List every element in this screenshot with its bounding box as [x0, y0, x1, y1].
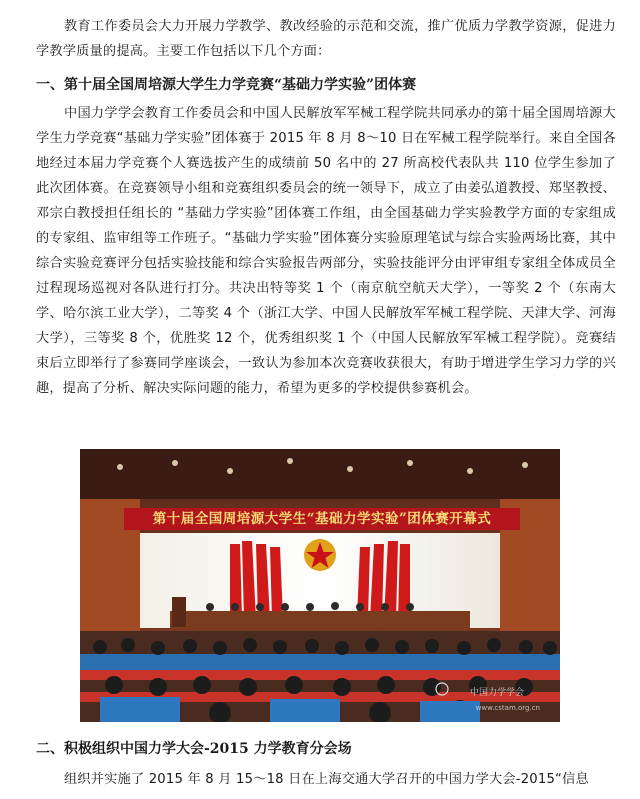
- section-1-paragraph: 中国力学学会教育工作委员会和中国人民解放军军械工程学院共同承办的第十届全国周培源大学生力学竞赛“基础力学实验”团体赛于 2015 年 8 月 8～10 日在军械工程学院举行。来自全国各地经过本届力学竞赛个人赛选拔产生的成绩前 50 名中的 27 所高校代表队共 110 位学生参加了此次团体赛。在竞赛领导小组和竞赛组织委员会的统一领导下，成立了由姜弘道教授、郑坚教授、邓宗白教授担任组长的 “基础力学实验”团体赛工作组，由全国基础力学实验教学方面的专家组成的专家组、监审组等工作班子。“基础力学实验”团体赛分实验原理笔试与综合实验两场比赛，其中综合实验竞赛评分包括实验技能和综合实验报告两部分，实验技能评分由评审组专家组全体成员全过程现场巡视对各队进行打分。共决出特等奖 1 个（南京航空航天大学），一等奖 2 个（东南大学、哈尔滨工业大学），二等奖 4 个（浙江大学、中国人民解放军军械工程学院、天津大学、河海大学），三等奖 8 个，优胜奖 12 个，优秀组织奖 1 个（中国人民解放军军械工程学院）。竞赛结束后立即举行了参赛同学座谈会，一致认为参加本次竞赛收获很大，有助于增进学生学习力学的兴趣，提高了分析、解决实际问题的能力，希望为更多的学校提供参赛机会。: [36, 106, 616, 396]
- section-2-paragraph: 组织并实施了 2015 年 8 月 15～18 日在上海交通大学召开的中国力学大会-2015“信息: [64, 772, 589, 787]
- ceremony-banner: 第十届全国周培源大学生“基础力学实验”团体赛开幕式: [124, 508, 520, 530]
- section-2-heading: 二、积极组织中国力学大会-2015 力学教育分会场: [36, 741, 352, 757]
- ceremony-scene: [80, 449, 560, 722]
- watermark-logo-text: 中国力学学会: [469, 688, 524, 698]
- watermark-url-text: www.cstam.org.cn: [475, 704, 540, 712]
- section-1-heading: 一、第十届全国周培源大学生力学竞赛“基础力学实验”团体赛: [36, 77, 417, 93]
- intro-paragraph: 教育工作委员会大力开展力学教学、教改经验的示范和交流，推广优质力学教学资源，促进力学教学质量的提高。主要工作包括以下几个方面：: [36, 19, 616, 59]
- opening-ceremony-photo: [80, 449, 560, 722]
